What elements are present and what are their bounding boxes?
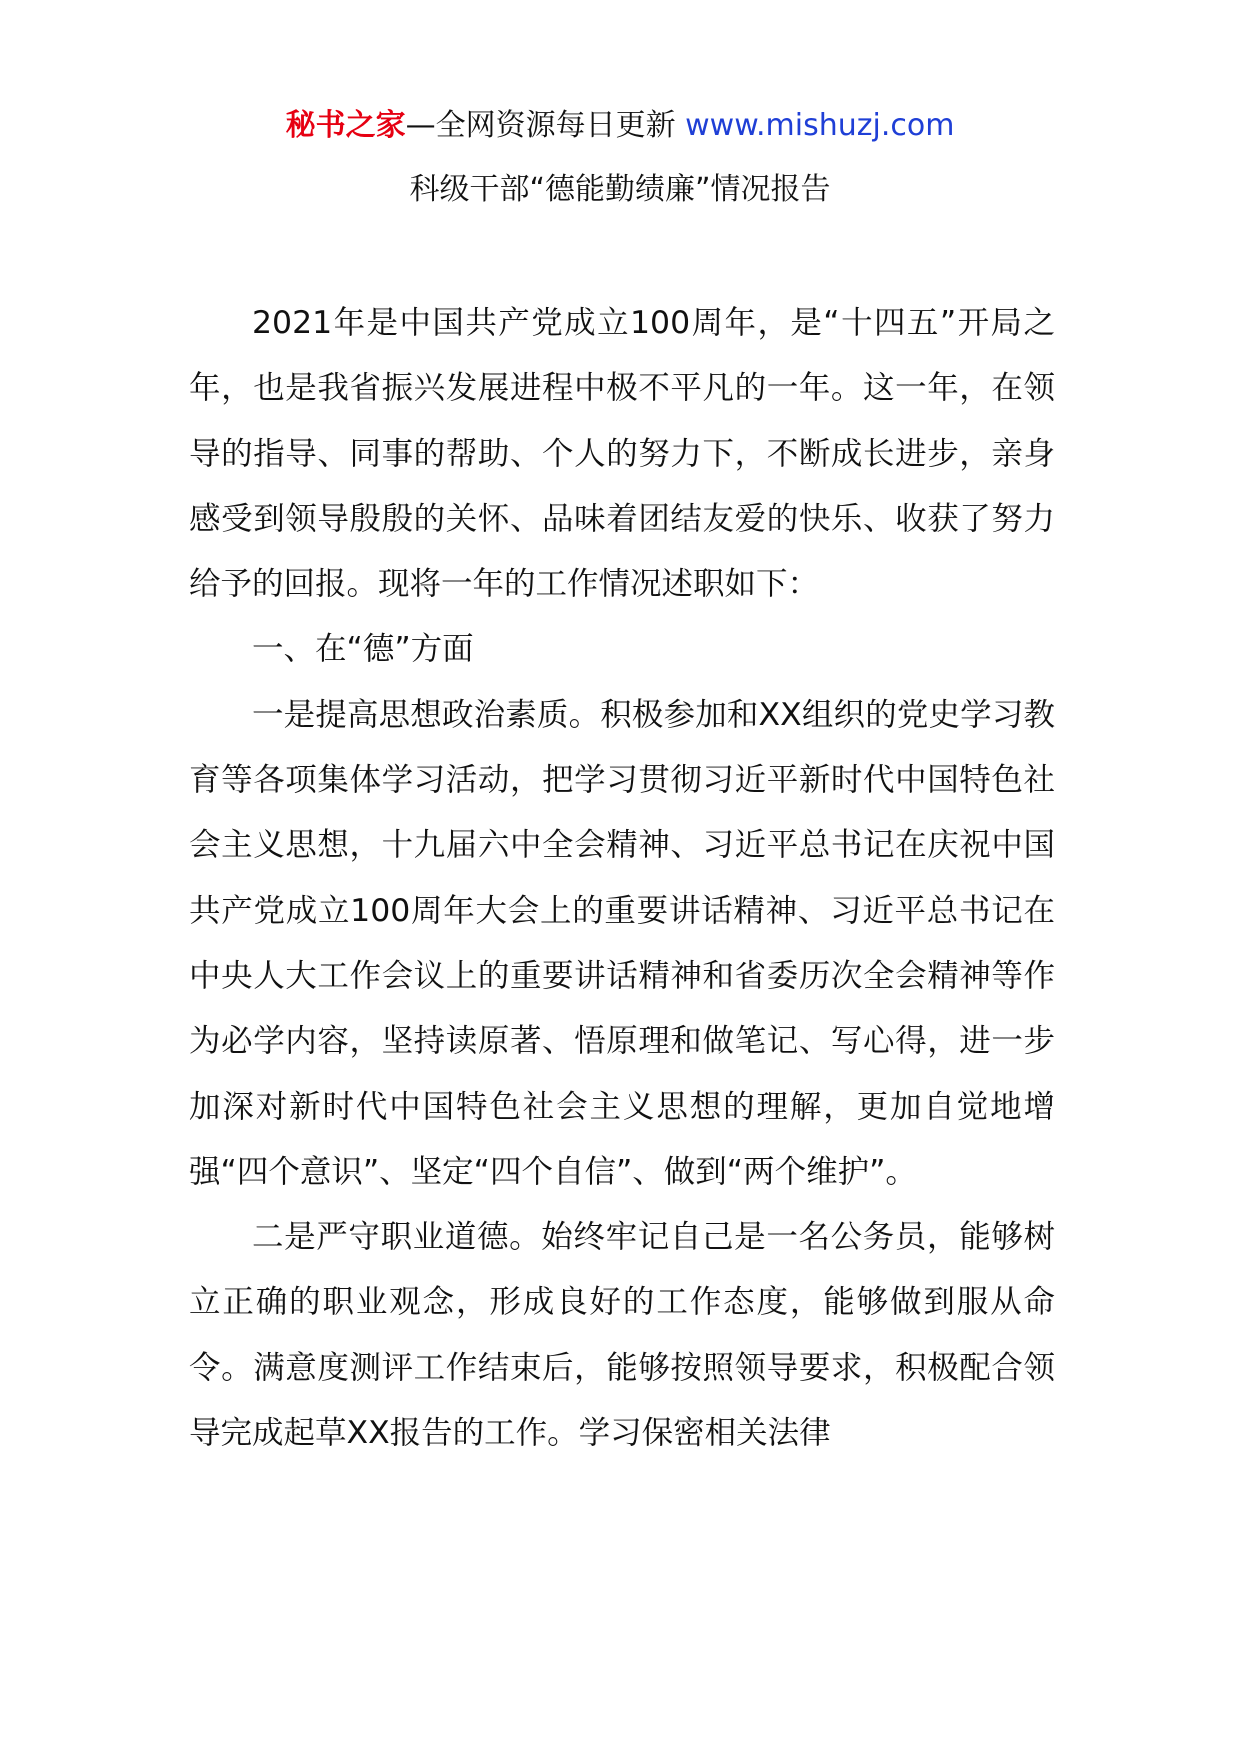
intro-paragraph: 2021年是中国共产党成立100周年，是“十四五”开局之年，也是我省振兴发展进程中极不平凡的一年。这一年，在领导的指导、同事的帮助、个人的努力下，不断成长进步，亲身感受到领导殷殷的关怀、品味着团结友爱的快乐、收获了努力给予的回报。现将一年的工作情况述职如下： bbox=[189, 305, 1055, 603]
paragraph-political-quality: 一是提高思想政治素质。积极参加和XX组织的党史学习教育等各项集体学习活动，把学习贯彻习近平新时代中国特色社会主义思想，十九届六中全会精神、习近平总书记在庆祝中国共产党成立100周年大会上的重要讲话精神、习近平总书记在中央人大工作会议上的重要讲话精神和省委历次全会精神等作为必学内容，坚持读原著、悟原理和做笔记、写心得，进一步加深对新时代中国特色社会主义思想的理解，更加自觉地增强“四个意识”、坚定“四个自信”、做到“两个维护”。 bbox=[189, 696, 1055, 1190]
document-title: 科级干部“德能勤绩廉”情况报告 bbox=[409, 172, 831, 207]
brand-logo-text: 秘书之家 bbox=[285, 108, 406, 143]
header-slogan: —全网资源每日更新 bbox=[405, 108, 686, 143]
document-body bbox=[189, 291, 1055, 1466]
header-url-link[interactable]: www.mishuzj.com bbox=[685, 108, 955, 143]
section-heading-de: 一、在“德”方面 bbox=[252, 631, 474, 668]
watermark-header bbox=[0, 104, 1240, 148]
paragraph-professional-ethics: 二是严守职业道德。始终牢记自己是一名公务员，能够树立正确的职业观念，形成良好的工作态度，能够做到服从命令。满意度测评工作结束后，能够按照领导要求，积极配合领导完成起草XX报告的工作。学习保密相关法律 bbox=[189, 1219, 1055, 1452]
